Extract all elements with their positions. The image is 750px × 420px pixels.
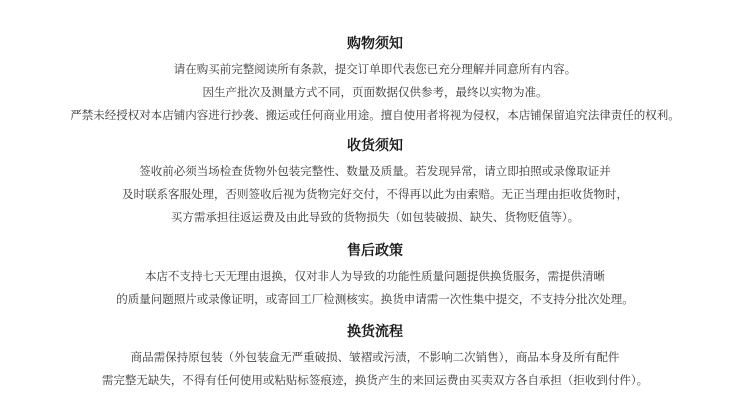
section-text-line: 请在购买前完整阅读所有条款，提交订单即代表您已充分理解并同意所有内容。 — [173, 62, 577, 76]
section-exchange-process — [0, 322, 750, 392]
section-text-line: 签收前必须当场检查货物外包装完整性、数量及质量。若发现异常，请立即拍照或录像取证并 — [139, 164, 611, 178]
section-shopping-notice — [0, 34, 750, 127]
section-text-line: 买方需承担往返运费及由此导致的货物损失（如包装破损、缺失、货物贬值等）。 — [170, 210, 580, 224]
section-title: 换货流程 — [347, 324, 403, 340]
section-title: 购物须知 — [347, 36, 403, 52]
section-text-line: 严禁未经授权对本店铺内容进行抄袭、搬运或任何商业用途。擅自使用者将视为侵权，本店铺保留追究法律责任的权利。 — [70, 108, 680, 122]
section-title: 收货须知 — [347, 138, 403, 154]
section-after-sales-policy — [0, 241, 750, 311]
section-title: 售后政策 — [347, 243, 403, 259]
section-text-line: 的质量问题照片或录像证明，或寄回工厂检测核实。换货申请需一次性集中提交，不支持分批次处理。 — [116, 292, 634, 306]
section-receiving-notice — [0, 136, 750, 229]
section-text-line: 商品需保持原包装（外包装盒无严重破损、皱褶或污渍，不影响二次销售），商品本身及所有配件 — [130, 350, 620, 364]
section-text-line: 需完整无缺失，不得有任何使用或粘贴标签痕迹，换货产生的来回运费由买卖双方各自承担（拒收到付件）。 — [101, 373, 649, 387]
section-text-line: 本店不支持七天无理由退换，仅对非人为导致的功能性质量问题提供换货服务，需提供清晰 — [145, 269, 605, 283]
section-text-line: 因生产批次及测量方式不同，页面数据仅供参考，最终以实物为准。 — [202, 85, 548, 99]
section-text-line: 及时联系客服处理，否则签收后视为货物完好交付，不得再以此为由索赔。无正当理由拒收货物时， — [122, 187, 628, 201]
